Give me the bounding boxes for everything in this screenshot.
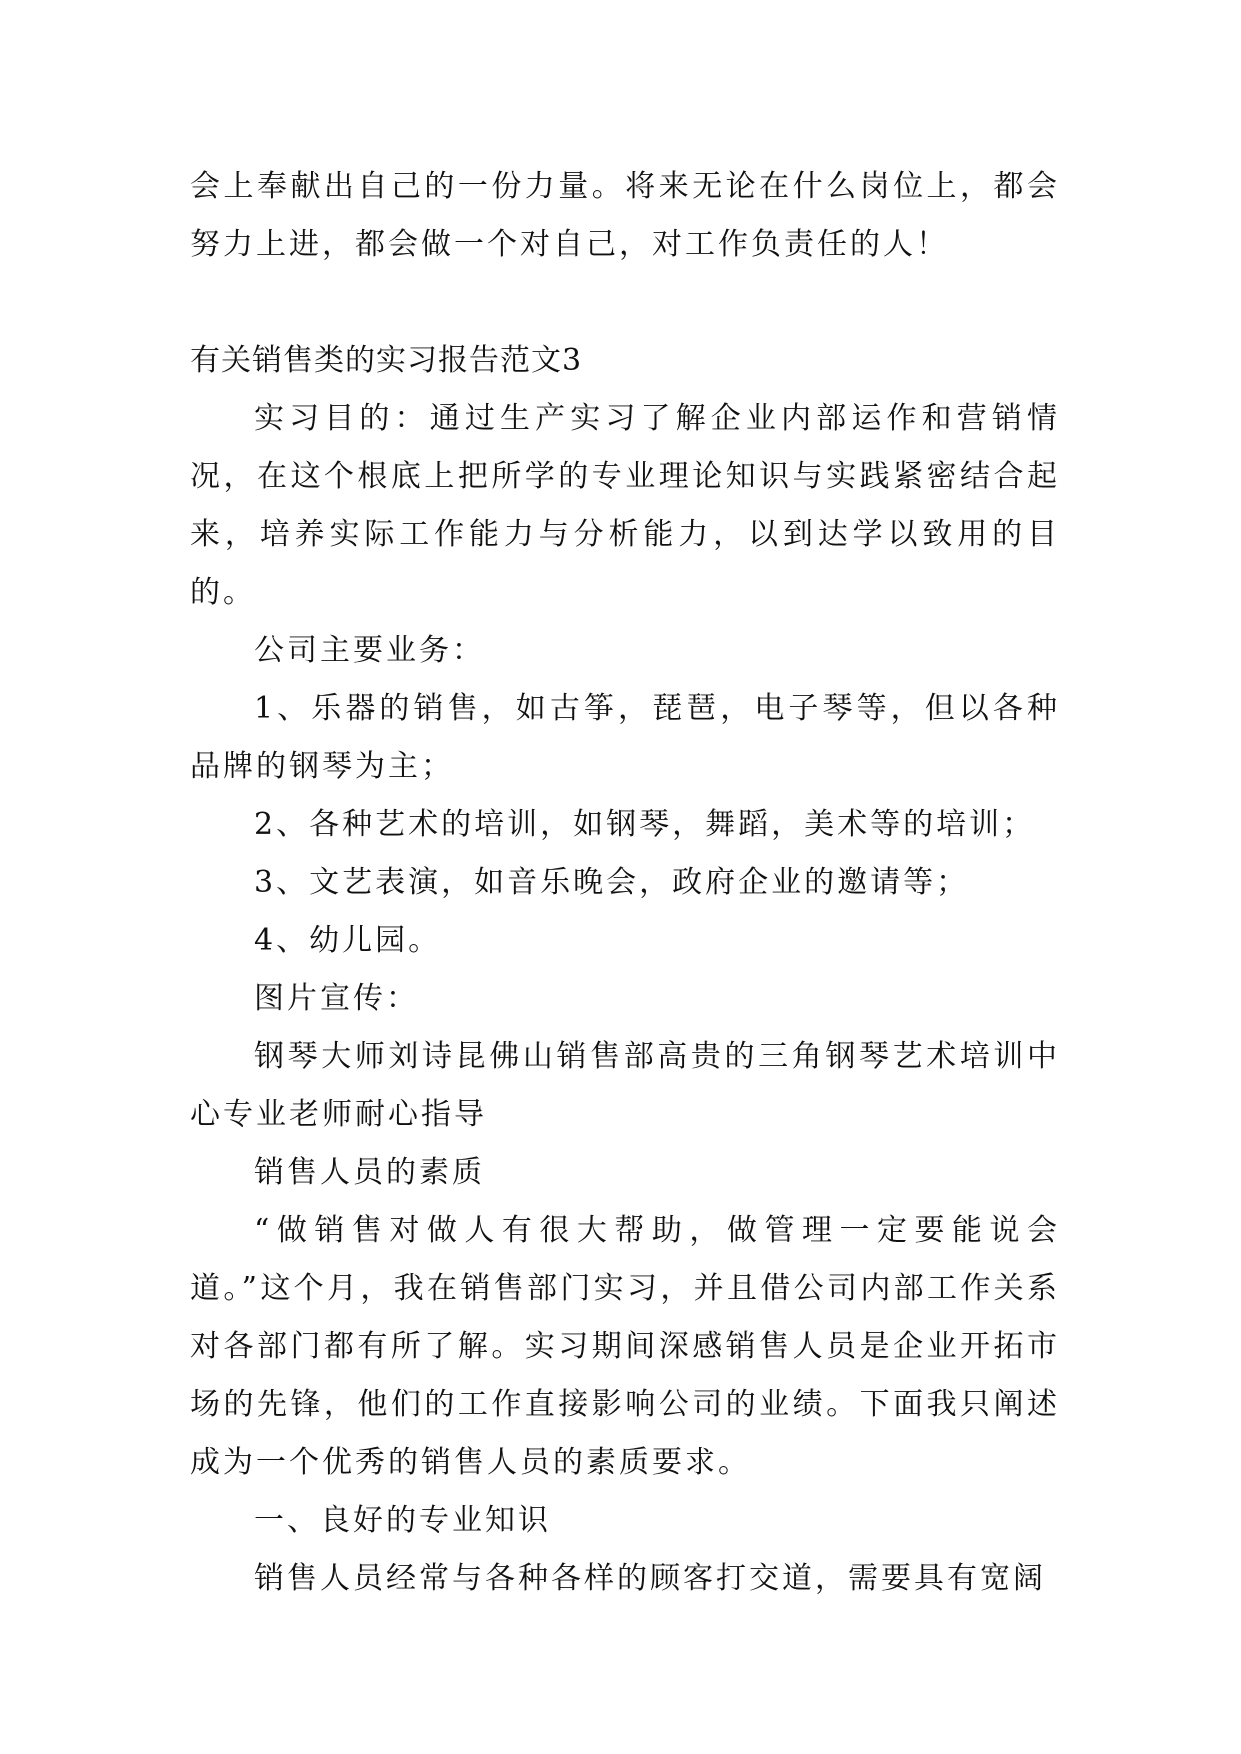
paragraph-gap bbox=[190, 274, 1060, 332]
paragraph-quality-heading: 销售人员的素质 bbox=[254, 1155, 485, 1190]
paragraph-knowledge-heading: 一、良好的专业知识 bbox=[254, 1503, 551, 1538]
document-body bbox=[190, 158, 1060, 1608]
paragraph-business-3: 3、文艺表演，如音乐晚会，政府企业的邀请等； bbox=[254, 865, 970, 900]
paragraph-business-4: 4、幼儿园。 bbox=[254, 923, 442, 958]
paragraph-image-caption: 钢琴大师刘诗昆佛山销售部高贵的三角钢琴艺术培训中心专业老师耐心指导 bbox=[190, 1039, 1060, 1132]
paragraph-quality-intro: “做销售对做人有很大帮助，做管理一定要能说会道。”这个月，我在销售部门实习，并且借公司内部工作关系对各部门都有所了解。实习期间深感销售人员是企业开拓市场的先锋，他们的工作直接影响公司的业绩。下面我只阐述成为一个优秀的销售人员的素质要求。 bbox=[190, 1213, 1060, 1480]
paragraph-purpose: 实习目的：通过生产实习了解企业内部运作和营销情况，在这个根底上把所学的专业理论知识与实践紧密结合起来，培养实际工作能力与分析能力，以到达学以致用的目的。 bbox=[190, 401, 1060, 610]
paragraph-business-2: 2、各种艺术的培训，如钢琴，舞蹈，美术等的培训； bbox=[254, 807, 1036, 842]
continued-paragraph: 会上奉献出自己的一份力量。将来无论在什么岗位上，都会努力上进，都会做一个对自己，对工作负责任的人！ bbox=[190, 169, 1060, 262]
paragraph-business-1: 1、乐器的销售，如古筝，琵琶，电子琴等，但以各种品牌的钢琴为主； bbox=[190, 691, 1060, 784]
paragraph-image-heading: 图片宣传： bbox=[254, 981, 419, 1016]
section-title: 有关销售类的实习报告范文3 bbox=[190, 343, 583, 378]
paragraph-business-heading: 公司主要业务： bbox=[254, 633, 485, 668]
paragraph-knowledge-text: 销售人员经常与各种各样的顾客打交道，需要具有宽阔 bbox=[254, 1561, 1046, 1596]
